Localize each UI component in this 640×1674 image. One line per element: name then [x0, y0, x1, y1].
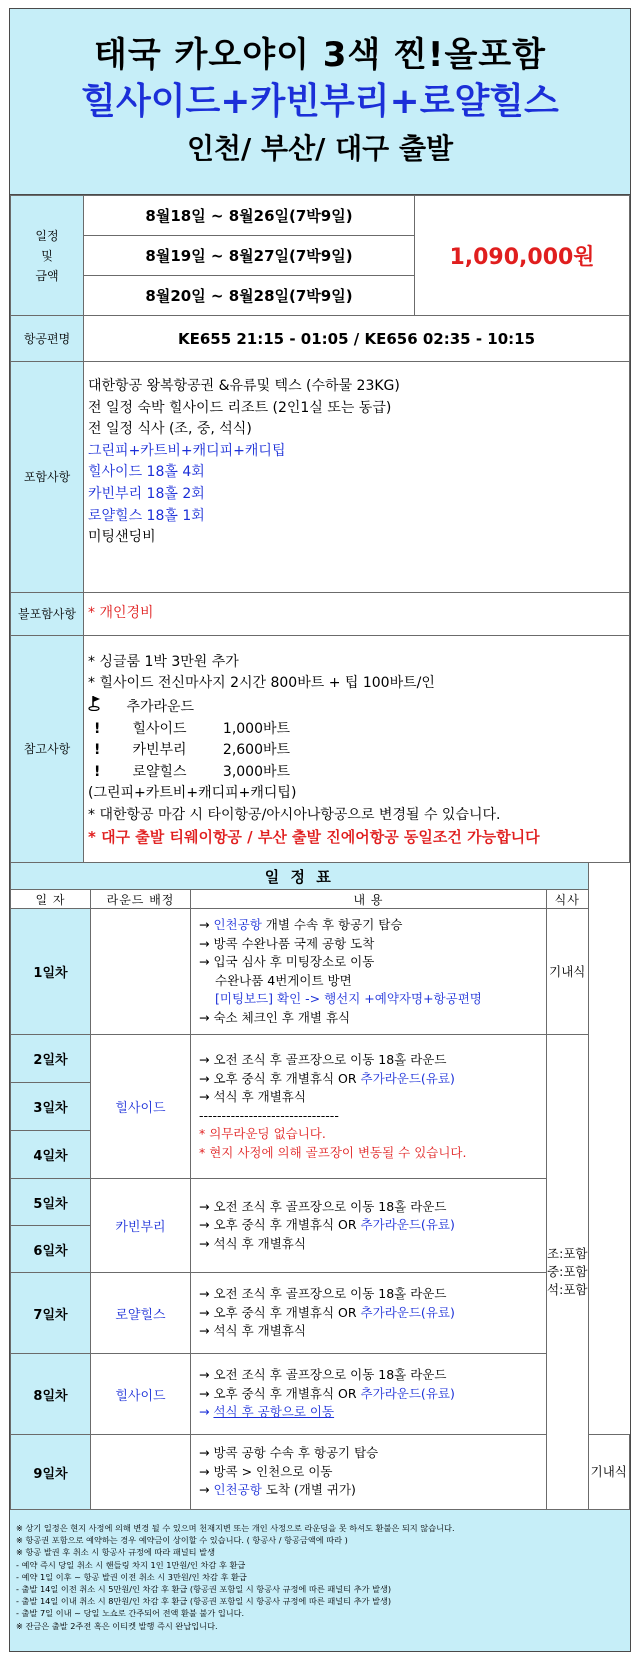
day-label: 6일차 — [11, 1226, 91, 1273]
list-item: 카빈부리 18홀 2회 — [88, 485, 205, 502]
tour-price: 1,090,000원 — [415, 196, 630, 316]
terms-line: - 출발 14일 이전 취소 시 5만원/인 차감 후 환급 (항공권 포함일 시 항공사 규정에 따른 패널티 추가 발생) — [16, 1584, 392, 1595]
included-label: 포함사항 — [11, 362, 84, 593]
day-label: 2일차 — [11, 1035, 91, 1083]
flight-numbers: KE655 21:15 - 01:05 / KE656 02:35 - 10:15 — [84, 316, 630, 362]
content-line: → 오전 조식 후 골프장으로 이동 18홀 라운드 — [199, 1198, 447, 1214]
flight-label: 항공편명 — [11, 316, 84, 362]
note-line: * 대한항공 마감 시 타이항공/아시아나항공으로 변경될 수 있습니다. — [88, 806, 501, 823]
content-line: → 석식 후 공항으로 이동 — [199, 1404, 335, 1420]
extra-round-label: 추가라운드 — [126, 699, 195, 716]
note-line: * 싱글룸 1박 3만원 추가 — [88, 653, 239, 670]
column-header: 라운드 배정 — [91, 890, 191, 909]
terms-line: ※ 항공권 포함으로 예약하는 경우 예약금이 상이할 수 있습니다. ( 항공사 / 항공금액에 따라 ) — [16, 1535, 348, 1546]
content-line: → 방콕 공항 수속 후 항공기 탑승 — [199, 1445, 379, 1461]
day-content — [191, 1273, 547, 1354]
round-assignment: 힐사이드 — [91, 1035, 191, 1179]
content-line: → 방콕 수완나품 국제 공항 도착 — [199, 935, 375, 951]
exclamation-icon: ! — [94, 742, 101, 759]
extra-round-row — [88, 740, 625, 762]
notes-content — [84, 636, 630, 863]
meal-cell: 조:포함 중:포함 석:포함 — [547, 1035, 589, 1510]
note-line: (그린피+카트비+캐디피+캐디팁) — [88, 785, 297, 802]
day-content — [191, 909, 547, 1035]
terms-line: ※ 잔금은 출발 2주전 혹은 이티켓 발행 즉시 완납입니다. — [16, 1620, 218, 1631]
extra-round-course: 카빈부리 — [132, 742, 187, 759]
content-line: * 의무라운딩 없습니다. — [199, 1126, 326, 1141]
flyer-header — [10, 9, 630, 195]
extra-round-course: 힐사이드 — [132, 720, 187, 737]
day-label: 7일차 — [11, 1273, 91, 1354]
terms-footer — [10, 1510, 630, 1651]
included-list — [84, 362, 630, 593]
round-cell — [91, 909, 191, 1035]
content-line: → 오전 조식 후 골프장으로 이동 18홀 라운드 — [199, 1052, 447, 1067]
itinerary-title: 일 정 표 — [11, 863, 589, 890]
extra-round-price: 2,600바트 — [222, 742, 291, 759]
extra-round-price: 1,000바트 — [222, 720, 291, 737]
content-line: → 오후 중식 후 개별휴식 OR 추가라운드(유료) — [199, 1304, 455, 1320]
extra-round-row — [88, 695, 625, 719]
round-assignment: 카빈부리 — [91, 1179, 191, 1273]
column-header: 일 자 — [11, 890, 91, 909]
terms-line: - 출발 7일 이내 ~ 당일 노쇼로 간주되어 전액 환불 불가 입니다. — [16, 1608, 245, 1619]
terms-line: ※ 항공 발권 후 취소 시 항공사 규정에 따라 패널티 발생 — [16, 1547, 215, 1558]
content-line: → 석식 후 개별휴식 — [199, 1089, 306, 1104]
list-item: 전 일정 숙박 힐사이드 리조트 (2인1실 또는 동급) — [88, 399, 392, 416]
day-content — [191, 1354, 547, 1435]
divider: ------------------------------- — [199, 1107, 339, 1123]
extra-round-row — [88, 762, 625, 784]
list-item: 로얄힐스 18홀 1회 — [88, 507, 205, 524]
content-line: → 오후 중식 후 개별휴식 OR 추가라운드(유료) — [199, 1217, 455, 1233]
excluded-label: 불포함사항 — [11, 593, 84, 636]
notes-label: 참고사항 — [11, 636, 84, 863]
content-line: → 석식 후 개별휴식 — [199, 1323, 306, 1339]
column-header: 식사 — [547, 890, 589, 909]
departure-date: 8월20일 ~ 8월28일(7박9일) — [84, 276, 415, 316]
extra-round-price: 3,000바트 — [222, 763, 291, 780]
round-assignment: 로얄힐스 — [91, 1273, 191, 1354]
page-title: 태국 카오야이 3색 찐!올포함 — [94, 35, 546, 75]
round-assignment: 힐사이드 — [91, 1354, 191, 1435]
content-line: → 입국 심사 후 미팅장소로 이동 — [199, 954, 375, 969]
note-line: * 대구 출발 티웨이항공 / 부산 출발 진에어항공 동일조건 가능합니다 — [88, 827, 540, 846]
day-content — [191, 1179, 547, 1273]
content-line: → 오후 중식 후 개별휴식 OR 추가라운드(유료) — [199, 1385, 455, 1401]
day-label: 5일차 — [11, 1179, 91, 1226]
exclamation-icon: ! — [94, 763, 101, 780]
terms-line: ※ 상기 일정은 현지 사정에 의해 변경 될 수 있으며 천재지변 또는 개인 사정으로 라운딩을 못 하셔도 환불은 되지 않습니다. — [16, 1523, 455, 1533]
golf-flag-icon — [88, 695, 122, 719]
content-line: * 현지 사정에 의해 골프장이 변동될 수 있습니다. — [199, 1144, 467, 1160]
itinerary-table — [10, 862, 630, 1510]
excluded-value: * 개인경비 — [84, 593, 630, 636]
content-line: → 인천공항 개별 수속 후 항공기 탑승 — [199, 917, 403, 932]
day-label: 3일차 — [11, 1083, 91, 1131]
content-line: → 방콕 > 인천으로 이동 — [199, 1463, 333, 1479]
terms-line: - 예약 1일 이후 ~ 항공 발권 이전 취소 시 3만원/인 차감 후 환급 — [16, 1571, 247, 1582]
meal-cell: 기내식 — [547, 909, 589, 1035]
terms-line: - 출발 14일 이내 취소 시 8만원/인 차감 후 환급 (항공권 포함일 시 항공사 규정에 따른 패널티 추가 발생) — [16, 1596, 392, 1607]
meal-cell: 기내식 — [588, 1435, 630, 1510]
list-item: 전 일정 식사 (조, 중, 석식) — [88, 421, 252, 438]
terms-line: - 예약 즉시 당일 취소 시 핸들링 차지 1인 1만원/인 차감 후 환급 — [16, 1559, 246, 1570]
day-label: 4일차 — [11, 1131, 91, 1179]
departure-date: 8월19일 ~ 8월27일(7박9일) — [84, 236, 415, 276]
departure-cities: 인천/ 부산/ 대구 출발 — [186, 132, 454, 165]
list-item: 대한항공 왕복항공권 &유류및 텍스 (수하물 23KG) — [88, 378, 400, 394]
page-subtitle: 힐사이드+카빈부리+로얄힐스 — [81, 81, 559, 122]
content-line: → 석식 후 개별휴식 — [199, 1235, 306, 1251]
day-content — [191, 1035, 547, 1179]
info-table — [10, 195, 630, 863]
content-line: → 인천공항 도착 (개별 귀가) — [199, 1482, 356, 1498]
content-line: [미팅보드] 확인 -> 행선지 +예약자명+항공편명 — [215, 991, 482, 1006]
schedule-price-label: 일정 및 금액 — [11, 196, 84, 316]
list-item: 힐사이드 18홀 4회 — [88, 464, 205, 481]
note-line: * 힐사이드 전신마사지 2시간 800바트 + 팁 100바트/인 — [88, 675, 435, 692]
content-line: → 오전 조식 후 골프장으로 이동 18홀 라운드 — [199, 1367, 447, 1383]
content-line: → 오전 조식 후 골프장으로 이동 18홀 라운드 — [199, 1286, 447, 1302]
column-header: 내 용 — [191, 890, 547, 909]
exclamation-icon: ! — [94, 720, 101, 737]
extra-round-row — [88, 719, 625, 741]
round-cell — [91, 1435, 191, 1510]
day-label: 1일차 — [11, 909, 91, 1035]
extra-round-course: 로얄힐스 — [132, 763, 187, 780]
day-content — [191, 1435, 547, 1510]
departure-date: 8월18일 ~ 8월26일(7박9일) — [84, 196, 415, 236]
content-line: 수완나품 4번게이트 방면 — [215, 972, 352, 988]
list-item: 그린피+카트비+캐디피+캐디팁 — [88, 442, 286, 459]
day-label: 8일차 — [11, 1354, 91, 1435]
content-line: → 숙소 체크인 후 개별 휴식 — [199, 1009, 351, 1025]
content-line: → 오후 중식 후 개별휴식 OR 추가라운드(유료) — [199, 1070, 455, 1086]
day-label: 9일차 — [11, 1435, 91, 1510]
travel-flyer — [9, 8, 631, 1652]
list-item: 미팅샌딩비 — [88, 529, 156, 546]
